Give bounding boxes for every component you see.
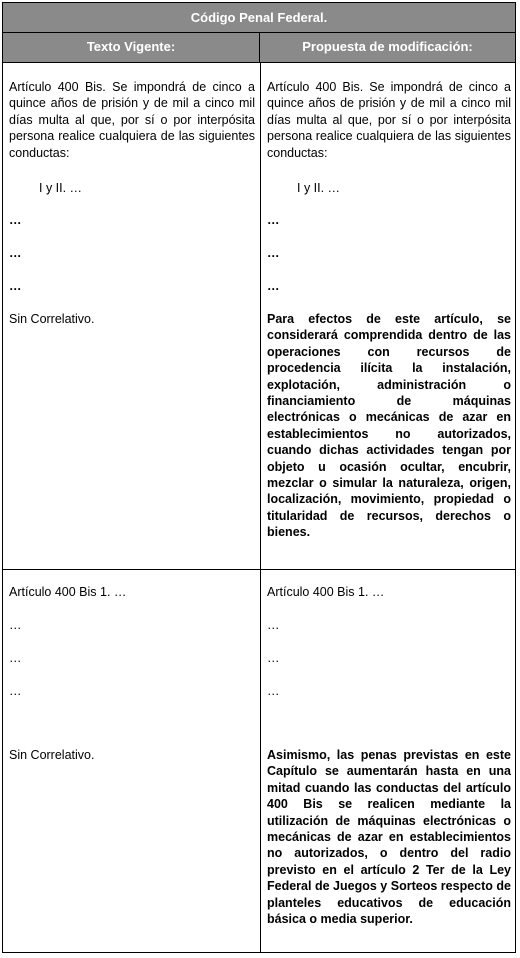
s2-left-sin-correlativo: Sin Correlativo. [9,748,95,762]
s1-right-ellipsis-3: … [267,279,280,293]
s2-right-ellipsis-2: … [267,651,280,665]
s2-left-intro: Artículo 400 Bis 1. … [9,585,127,599]
column-header-current-text: Texto Vigente: [3,33,260,63]
column-header-proposal: Propuesta de modificación: [260,33,515,63]
s2-left-ellipsis-3: … [9,684,22,698]
s2-left-ellipsis-1: … [9,618,22,632]
s1-left-item: I y II. … [39,181,83,195]
comparison-table [2,2,516,953]
s2-right-intro: Artículo 400 Bis 1. … [267,585,385,599]
s1-left-ellipsis-3: … [9,279,22,293]
s2-right-ellipsis-3: … [267,684,280,698]
table-title: Código Penal Federal. [3,3,515,33]
s2-right-ellipsis-1: … [267,618,280,632]
s1-right-new-paragraph: Para efectos de este artículo, se considerará comprendida dentro de las operaciones con recursos de procedencia ilícita la instalación, explotación, administración o financiamiento de máquinas electrónicas o mecánicas de azar en establecimientos no autorizados, cuando dichas actividades tengan por objeto u ocasión ocultar, encubrir, mezclar o simular la naturaleza, origen, localización, movimiento, propiedad o titularidad de recursos, derechos o bienes. [267,312,511,540]
s2-left-ellipsis-2: … [9,651,22,665]
s1-left-ellipsis-1: … [9,213,22,227]
s1-left-intro: Artículo 400 Bis. Se impondrá de cinco a quince años de prisión y de mil a cinco mil días multa al que, por sí o por interpósita persona realice cualquiera de las siguientes conductas: [9,80,255,160]
s1-left-sin-correlativo: Sin Correlativo. [9,312,95,326]
s1-right-item: I y II. … [297,181,341,195]
s1-right-ellipsis-2: … [267,246,280,260]
s1-right-intro: Artículo 400 Bis. Se impondrá de cinco a quince años de prisión y de mil a cinco mil días multa al que, por sí o por interpósita persona realice cualquiera de las siguientes conductas: [267,80,511,160]
s2-right-new-paragraph: Asimismo, las penas previstas en este Capítulo se aumentarán hasta en una mitad cuando las conductas del artículo 400 Bis se realicen mediante la utilización de máquinas electrónicas o mecánicas de azar en establecimientos no autorizados, o dentro del radio previsto en el artículo 2 Ter de la Ley Federal de Juegos y Sorteos respecto de planteles educativos de educación básica o media superior. [267,748,511,927]
s1-right-ellipsis-1: … [267,213,280,227]
row-divider [3,569,515,570]
s1-left-ellipsis-2: … [9,246,22,260]
